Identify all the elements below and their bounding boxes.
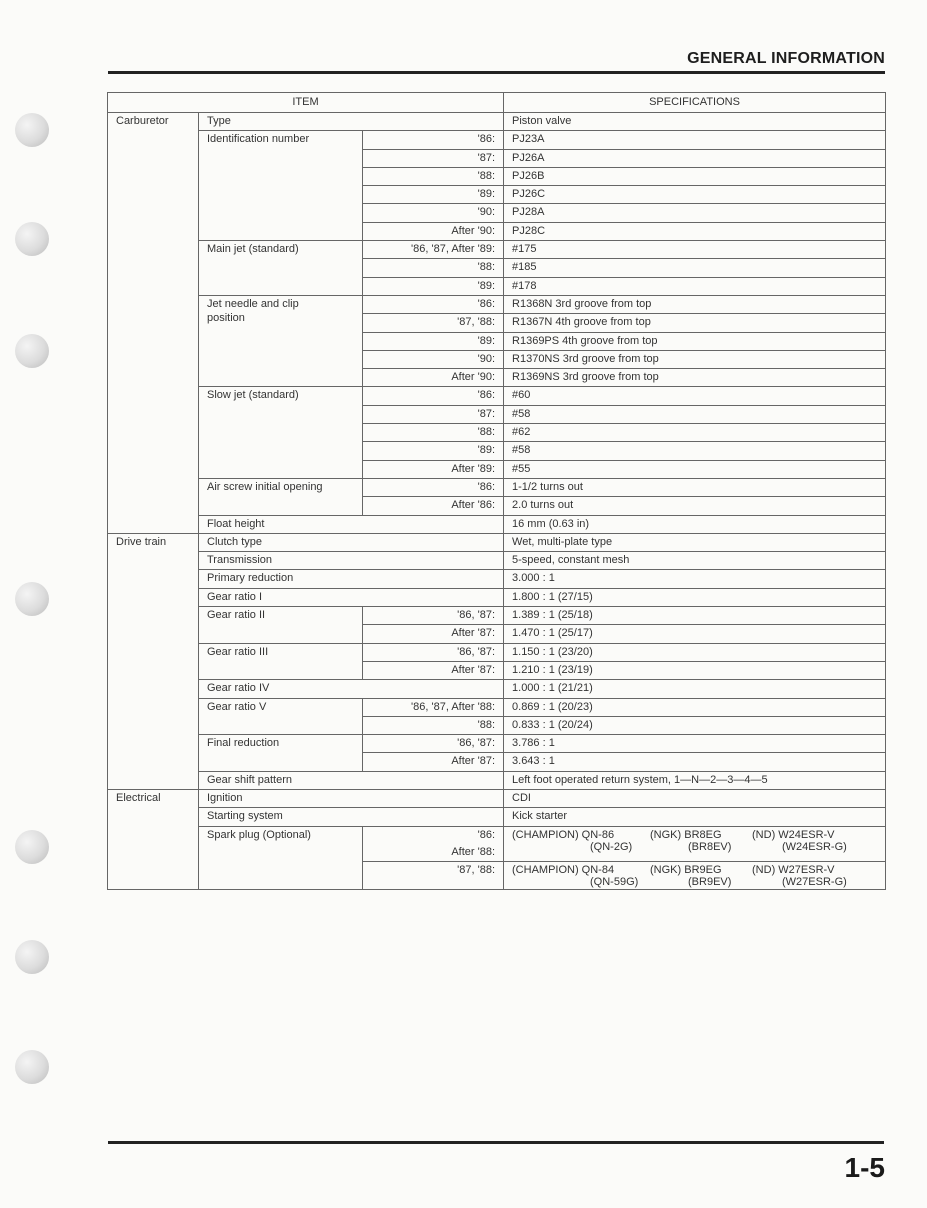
table-row (108, 698, 886, 716)
table-row (108, 515, 886, 533)
spec-value: Wet, multi-plate type (504, 533, 886, 551)
spec-value: R1369PS 4th groove from top (504, 332, 886, 350)
champion-plug-optional: (QN-59G) (590, 876, 639, 889)
year-label: '90: (363, 350, 504, 368)
spec-value: 1.470 : 1 (25/17) (504, 625, 886, 643)
year-label: '90: (363, 204, 504, 222)
spec-value: PJ28C (504, 222, 886, 240)
item-label: Type (199, 113, 504, 131)
table-row (108, 478, 886, 496)
year-label: '86: (363, 295, 504, 313)
spec-value: R1368N 3rd groove from top (504, 295, 886, 313)
year-label: After '89: (363, 460, 504, 478)
year-label: '89: (363, 332, 504, 350)
spec-value (504, 826, 886, 861)
spec-value: 1.150 : 1 (23/20) (504, 643, 886, 661)
binder-hole (15, 1050, 49, 1084)
nd-plug-optional: (W27ESR-G) (782, 876, 847, 889)
table-row (108, 680, 886, 698)
table-row (108, 552, 886, 570)
spec-value: 0.833 : 1 (20/24) (504, 716, 886, 734)
table-row (108, 387, 886, 405)
spec-value: PJ26A (504, 149, 886, 167)
year-line: '87, '88: (457, 863, 496, 876)
year-label: '86, '87: (363, 643, 504, 661)
year-label: '87, '88: (363, 314, 504, 332)
item-label: Gear shift pattern (199, 771, 504, 789)
table-header-row (108, 93, 886, 113)
spec-value: 3.000 : 1 (504, 570, 886, 588)
specifications-header: SPECIFICATIONS (504, 93, 886, 113)
page-number: 1-5 (844, 1152, 885, 1183)
year-label: '86, '87: (363, 607, 504, 625)
year-label: '86: (363, 387, 504, 405)
item-label: Gear ratio IV (199, 680, 504, 698)
year-label: '88: (363, 716, 504, 734)
year-label (363, 826, 504, 861)
spec-value: R1369NS 3rd groove from top (504, 369, 886, 387)
year-label: After '87: (363, 625, 504, 643)
ngk-plug-optional: (BR9EV) (688, 876, 732, 889)
category-drive-train: Drive train (108, 533, 199, 789)
spec-value: 1.389 : 1 (25/18) (504, 607, 886, 625)
item-label: Gear ratio II (199, 607, 363, 644)
category-electrical: Electrical (108, 789, 199, 889)
item-label: Identification number (199, 131, 363, 241)
item-label: Starting system (199, 808, 504, 826)
item-label: Main jet (standard) (199, 241, 363, 296)
ngk-plug-optional: (BR8EV) (688, 841, 732, 854)
spec-value: 1.000 : 1 (21/21) (504, 680, 886, 698)
item-label-line: position (207, 311, 245, 324)
footer-divider (108, 1141, 884, 1144)
table-row (108, 771, 886, 789)
spec-value: #58 (504, 442, 886, 460)
item-label: Float height (199, 515, 504, 533)
year-label: '86, '87, After '89: (363, 241, 504, 259)
year-line: '86: (477, 828, 496, 841)
binder-hole (15, 334, 49, 368)
spec-value: #55 (504, 460, 886, 478)
year-label: '89: (363, 277, 504, 295)
spec-value: 16 mm (0.63 in) (504, 515, 886, 533)
category-carburetor: Carburetor (108, 113, 199, 534)
item-header: ITEM (108, 93, 504, 113)
spec-value: 5-speed, constant mesh (504, 552, 886, 570)
item-label: Transmission (199, 552, 504, 570)
spec-value: #58 (504, 405, 886, 423)
spec-value: R1367N 4th groove from top (504, 314, 886, 332)
binder-hole (15, 582, 49, 616)
nd-plug-optional: (W24ESR-G) (782, 841, 847, 854)
spec-value: PJ26C (504, 186, 886, 204)
year-line: After '88: (451, 845, 496, 858)
spark-plug-spec (512, 862, 877, 889)
table-row (108, 588, 886, 606)
item-label: Ignition (199, 789, 504, 807)
table-row (108, 789, 886, 807)
year-label: '86, '87: (363, 735, 504, 753)
header-divider (108, 71, 885, 74)
champion-plug: (CHAMPION) QN-84 (512, 863, 615, 876)
item-label: Primary reduction (199, 570, 504, 588)
table-row (108, 826, 886, 861)
binder-hole (15, 940, 49, 974)
year-label: '89: (363, 442, 504, 460)
spec-value: CDI (504, 789, 886, 807)
item-label (199, 295, 363, 386)
table-row (108, 607, 886, 625)
year-label: After '90: (363, 222, 504, 240)
spec-value: #62 (504, 424, 886, 442)
table-row (108, 808, 886, 826)
table-row (108, 570, 886, 588)
nd-plug: (ND) W27ESR-V (752, 863, 835, 876)
spec-value (504, 861, 886, 889)
spec-value: #178 (504, 277, 886, 295)
spec-value: PJ28A (504, 204, 886, 222)
year-label: '87: (363, 149, 504, 167)
ngk-plug: (NGK) BR8EG (650, 828, 722, 841)
year-label: '86, '87, After '88: (363, 698, 504, 716)
spec-value: 2.0 turns out (504, 497, 886, 515)
table-row (108, 113, 886, 131)
spec-value: 3.786 : 1 (504, 735, 886, 753)
table-row (108, 533, 886, 551)
table-row (108, 241, 886, 259)
item-label-line: Jet needle and clip (207, 297, 299, 310)
spec-value: PJ23A (504, 131, 886, 149)
spec-value: 0.869 : 1 (20/23) (504, 698, 886, 716)
item-label: Clutch type (199, 533, 504, 551)
table-row (108, 131, 886, 149)
table-row (108, 643, 886, 661)
year-label: '88: (363, 424, 504, 442)
spec-value: #60 (504, 387, 886, 405)
item-label: Slow jet (standard) (199, 387, 363, 478)
year-label: After '90: (363, 369, 504, 387)
champion-plug-optional: (QN-2G) (590, 841, 633, 854)
spec-value: #185 (504, 259, 886, 277)
year-label: After '87: (363, 661, 504, 679)
year-label: '89: (363, 186, 504, 204)
binder-hole (15, 113, 49, 147)
year-label (363, 861, 504, 889)
binder-hole (15, 830, 49, 864)
item-label: Gear ratio V (199, 698, 363, 735)
spark-plug-spec (512, 827, 877, 854)
table-row (108, 295, 886, 313)
spec-value: R1370NS 3rd groove from top (504, 350, 886, 368)
spec-value: Kick starter (504, 808, 886, 826)
year-label: '86: (363, 131, 504, 149)
spec-value: #175 (504, 241, 886, 259)
item-label: Final reduction (199, 735, 363, 772)
spec-value: 3.643 : 1 (504, 753, 886, 771)
page-title: GENERAL INFORMATION (687, 50, 885, 67)
year-label: '86: (363, 478, 504, 496)
year-label: '88: (363, 259, 504, 277)
year-label: '88: (363, 167, 504, 185)
item-label: Air screw initial opening (199, 478, 363, 515)
nd-plug: (ND) W24ESR-V (752, 828, 835, 841)
spec-value: Left foot operated return system, 1—N—2—3—4—5 (504, 771, 886, 789)
spec-value: PJ26B (504, 167, 886, 185)
spec-value: 1.800 : 1 (27/15) (504, 588, 886, 606)
ngk-plug: (NGK) BR9EG (650, 863, 722, 876)
item-label: Gear ratio I (199, 588, 504, 606)
specifications-table (107, 92, 886, 890)
item-label: Spark plug (Optional) (199, 826, 363, 889)
spec-value: 1.210 : 1 (23/19) (504, 661, 886, 679)
item-label: Gear ratio III (199, 643, 363, 680)
binder-hole (15, 222, 49, 256)
spec-value: Piston valve (504, 113, 886, 131)
year-label: '87: (363, 405, 504, 423)
spec-value: 1-1/2 turns out (504, 478, 886, 496)
champion-plug: (CHAMPION) QN-86 (512, 828, 615, 841)
year-label: After '87: (363, 753, 504, 771)
year-label: After '86: (363, 497, 504, 515)
table-row (108, 735, 886, 753)
